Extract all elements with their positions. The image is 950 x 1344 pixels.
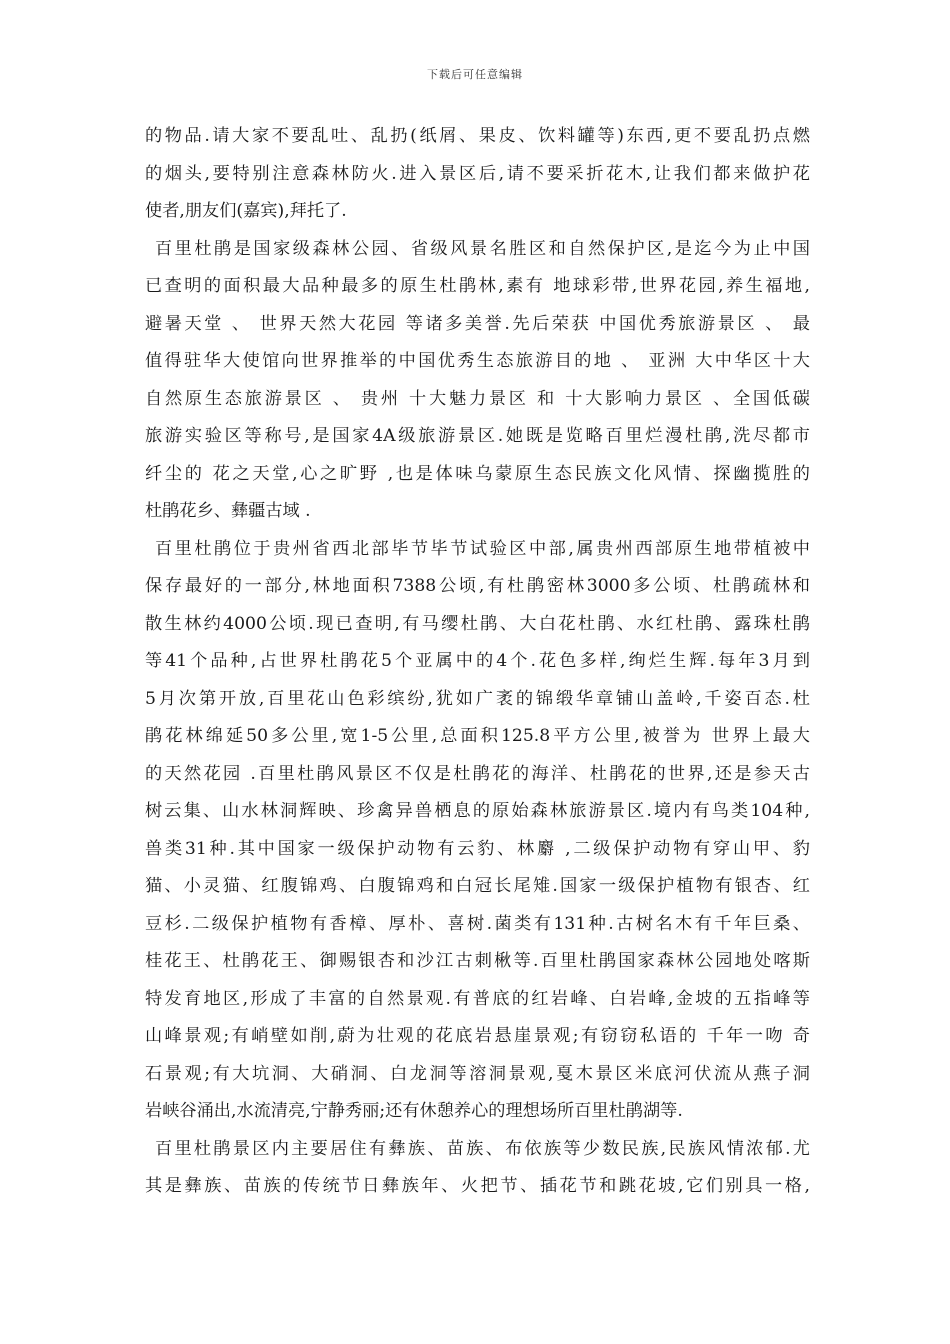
text-line: 兽类31种.其中国家一级保护动物有云豹、林麝 ,二级保护动物有穿山甲、豹 xyxy=(145,838,810,859)
text-line: 百里杜鹃是国家级森林公园、省级风景名胜区和自然保护区,是迄今为止中国 xyxy=(155,238,810,259)
text-line: 鹃花林绵延50多公里,宽1-5公里,总面积125.8平方公里,被誉为 世界上最大 xyxy=(145,726,810,746)
page-header: 下载后可任意编辑 xyxy=(427,68,523,81)
text-line: 的天然花园 .百里杜鹃风景区不仅是杜鹃花的海洋、杜鹃花的世界,还是参天古 xyxy=(145,763,810,784)
text-line: 已查明的面积最大品种最多的原生杜鹃林,素有 地球彩带,世界花园,养生福地, xyxy=(145,276,810,296)
text-line: 百里杜鹃景区内主要居住有彝族、苗族、布依族等少数民族,民族风情浓郁.尤 xyxy=(155,1138,810,1159)
text-line: 山峰景观;有峭壁如削,蔚为壮观的花底岩悬崖景观;有窃窃私语的 千年一吻 奇 xyxy=(145,1026,810,1046)
text-line: 值得驻华大使馆向世界推举的中国优秀生态旅游目的地 、 亚洲 大中华区十大 xyxy=(145,351,810,371)
text-line: 等41个品种,占世界杜鹃花5个亚属中的4个.花色多样,绚烂生辉.每年3月到 xyxy=(145,651,810,671)
text-line: 使者,朋友们(嘉宾),拜托了. xyxy=(145,201,347,221)
text-line: 纤尘的 花之天堂,心之旷野 ,也是体味乌蒙原生态民族文化风情、探幽揽胜的 xyxy=(145,463,810,484)
text-line: 豆杉.二级保护植物有香樟、厚朴、喜树.菌类有131种.古树名木有千年巨桑、 xyxy=(145,913,810,934)
text-line: 岩峡谷涌出,水流清亮,宁静秀丽;还有休憩养心的理想场所百里杜鹃湖等. xyxy=(145,1101,683,1121)
text-line: 桂花王、杜鹃花王、御赐银杏和沙江古刺楸等.百里杜鹃国家森林公园地处喀斯 xyxy=(145,951,810,971)
text-line: 其是彝族、苗族的传统节日彝族年、火把节、插花节和跳花坡,它们别具一格, xyxy=(145,1176,810,1196)
text-line: 的烟头,要特别注意森林防火.进入景区后,请不要采折花木,让我们都来做护花 xyxy=(145,163,810,184)
text-line: 散生林约4000公顷.现已查明,有马缨杜鹃、大白花杜鹃、水红杜鹃、露珠杜鹃 xyxy=(145,613,810,634)
text-line: 旅游实验区等称号,是国家4A级旅游景区.她既是览略百里烂漫杜鹃,洗尽都市 xyxy=(145,426,810,446)
text-line: 5月次第开放,百里花山色彩缤纷,犹如广袤的锦缎华章铺山盖岭,千姿百态.杜 xyxy=(145,688,810,709)
text-line: 石景观;有大坑洞、大硝洞、白龙洞等溶洞景观,戛木景区米底河伏流从燕子洞 xyxy=(145,1063,810,1084)
text-line: 保存最好的一部分,林地面积7388公顷,有杜鹃密林3000多公顷、杜鹃疏林和 xyxy=(145,576,810,596)
document-body xyxy=(145,118,810,1206)
text-line: 百里杜鹃位于贵州省西北部毕节毕节试验区中部,属贵州西部原生地带植被中 xyxy=(155,538,810,559)
text-line: 自然原生态旅游景区 、 贵州 十大魅力景区 和 十大影响力景区 、全国低碳 xyxy=(145,388,810,409)
text-line: 的物品.请大家不要乱吐、乱扔(纸屑、果皮、饮料罐等)东西,更不要乱扔点燃 xyxy=(145,126,810,146)
text-line: 猫、小灵猫、红腹锦鸡、白腹锦鸡和白冠长尾雉.国家一级保护植物有银杏、红 xyxy=(145,876,810,896)
text-line: 树云集、山水林洞辉映、珍禽异兽栖息的原始森林旅游景区.境内有鸟类104种, xyxy=(145,801,810,821)
text-line: 特发育地区,形成了丰富的自然景观.有普底的红岩峰、白岩峰,金坡的五指峰等 xyxy=(145,988,810,1009)
text-line: 避暑天堂 、 世界天然大花园 等诸多美誉.先后荣获 中国优秀旅游景区 、 最 xyxy=(145,313,810,334)
text-line: 杜鹃花乡、彝疆古域 . xyxy=(145,501,311,521)
